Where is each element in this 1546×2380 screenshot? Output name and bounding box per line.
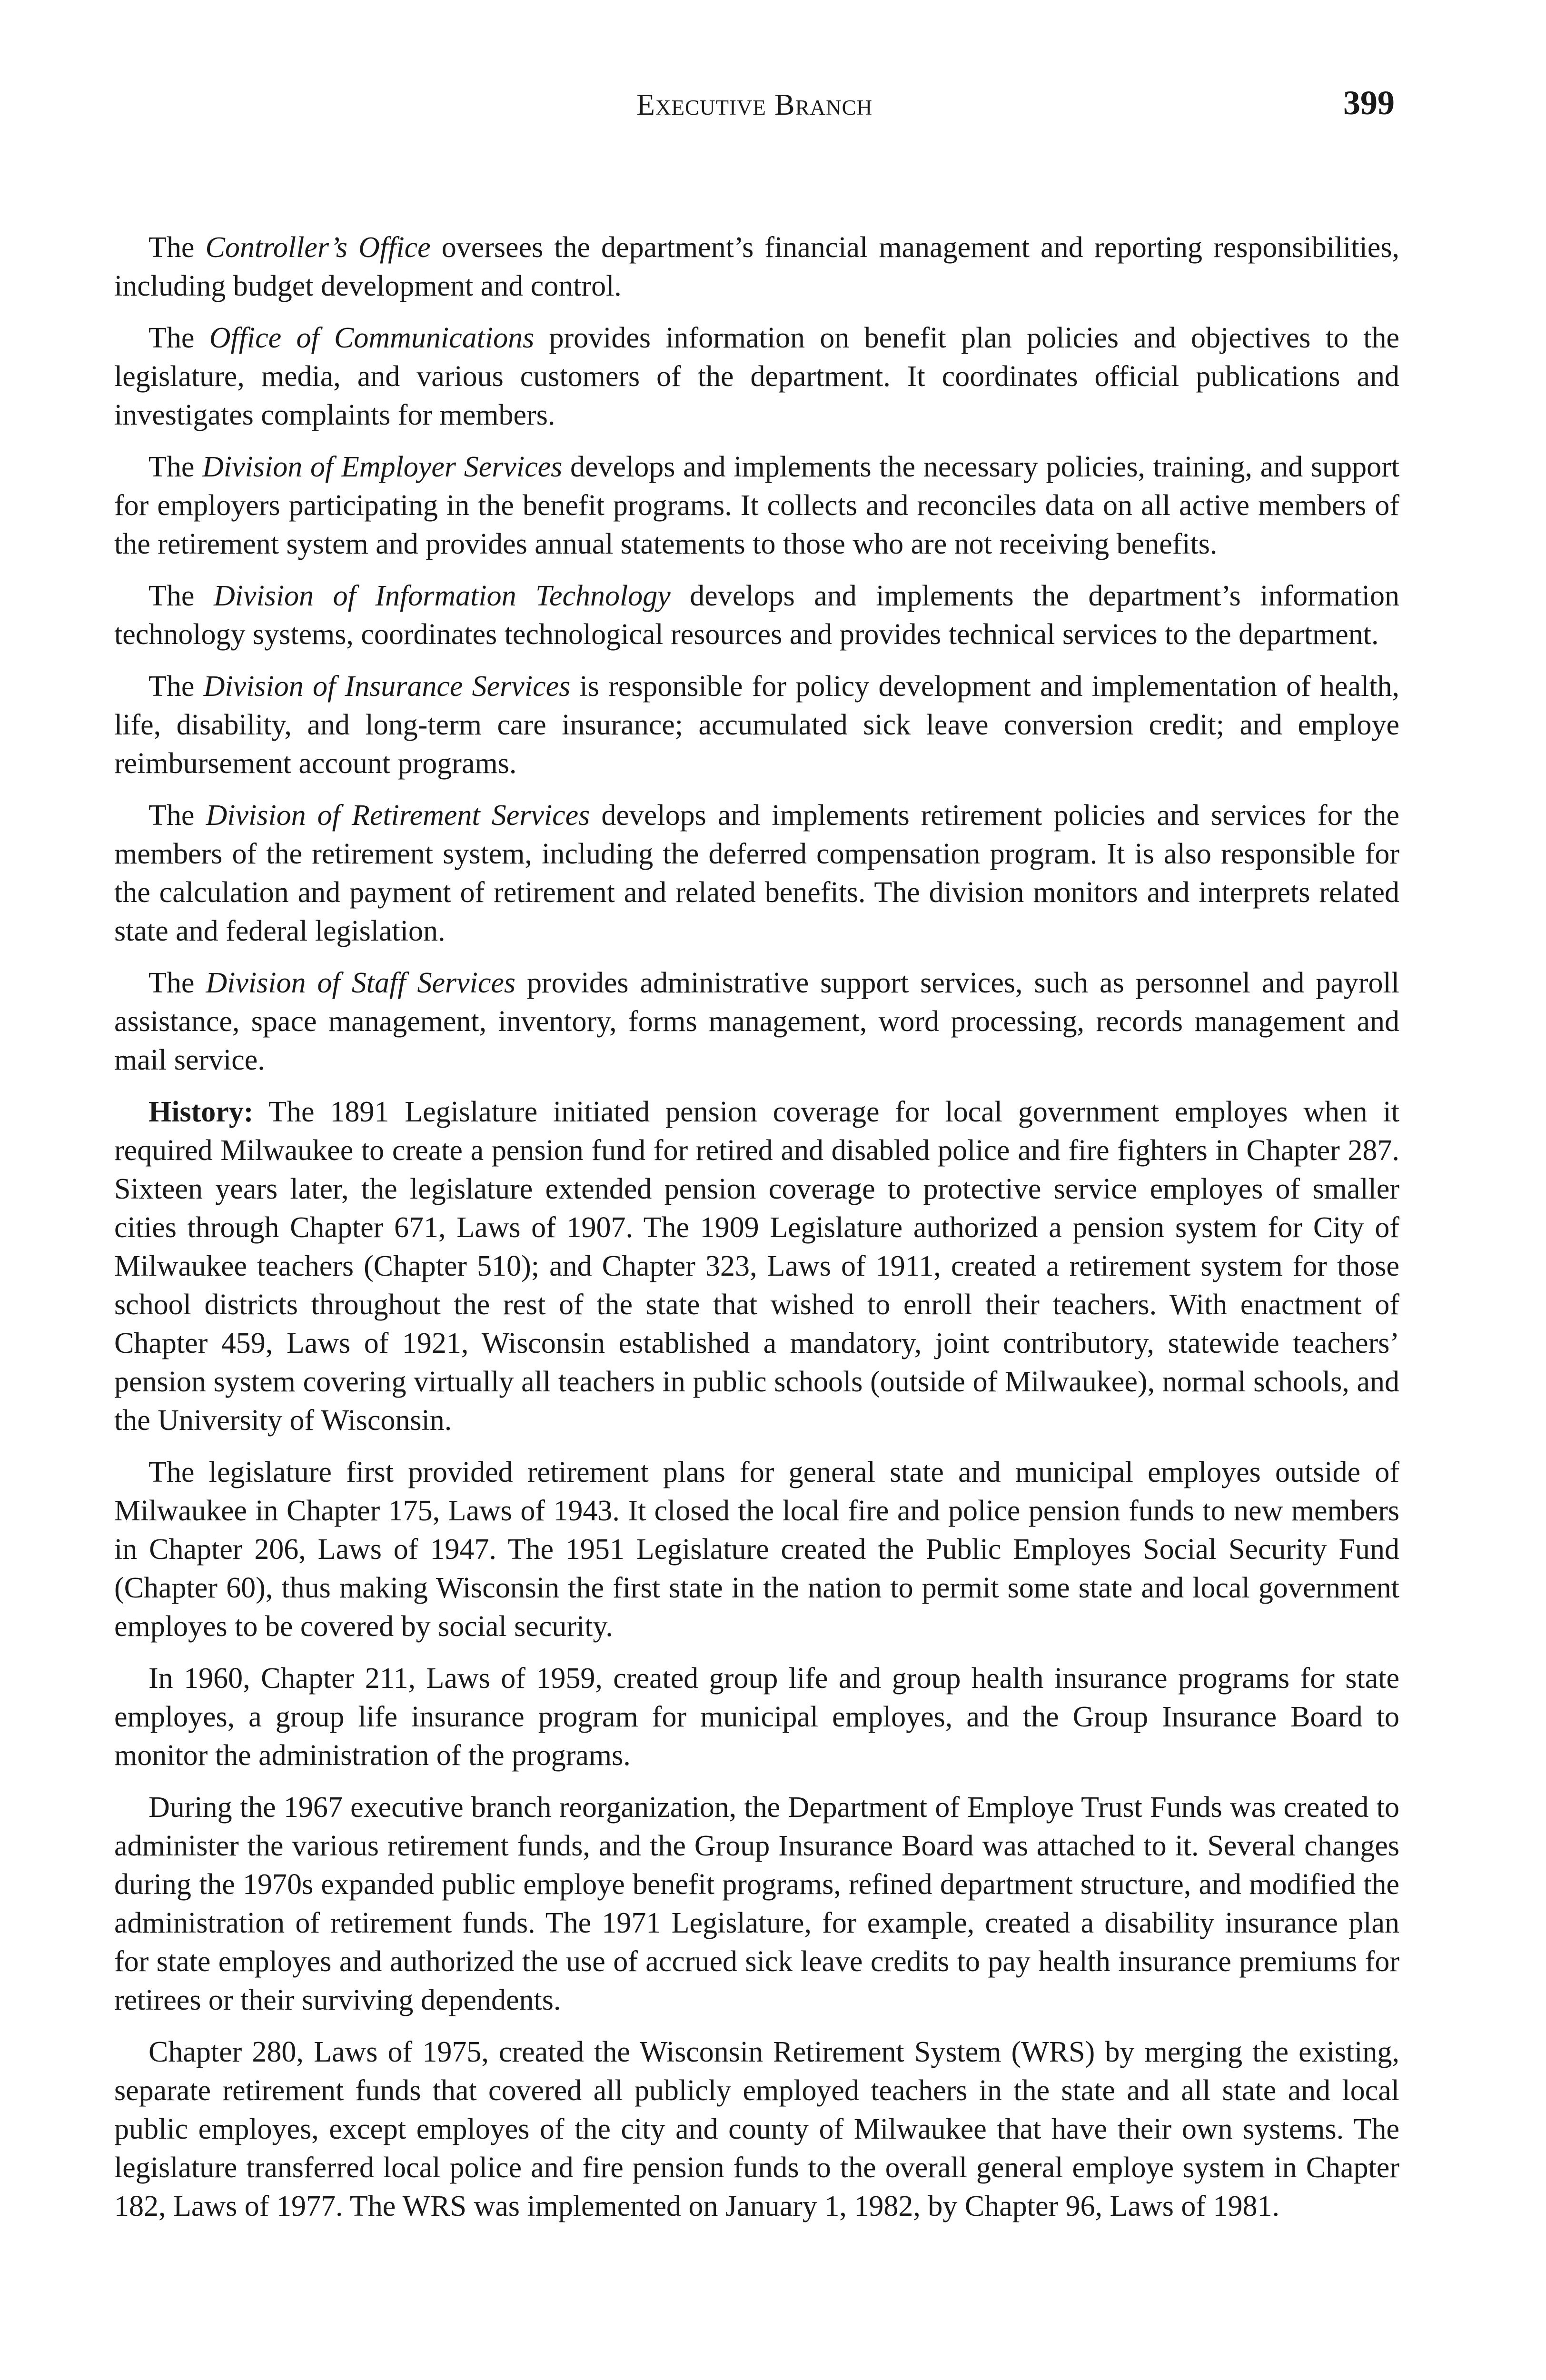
paragraph-body: develops and implements the department’s information technology systems, coordinates technological resources and provides technical services to the department.	[114, 580, 1399, 651]
running-header	[114, 83, 1395, 126]
paragraph-history-1960: In 1960, Chapter 211, Laws of 1959, created group life and group health insurance programs for state employes, a group life insurance program for municipal employes, and the Group Insurance Board to monitor the administration of the programs.	[114, 1662, 1399, 1772]
paragraph-body: provides information on benefit plan policies and objectives to the legislature, media, and various customers of the department. It coordinates official publications and investigates complaints for members.	[114, 322, 1399, 431]
history-label: History:	[149, 1096, 254, 1128]
paragraph-body: develops and implements the necessary policies, training, and support for employers participating in the benefit programs. It collects and reconciles data on all active members of the retirement system and provides annual statements to those who are not receiving benefits.	[114, 451, 1400, 560]
paragraph-staff-services	[114, 964, 1399, 1080]
paragraph-body: provides administrative support services, such as personnel and payroll assistance, space management, inventory, forms management, word processing, records management and mail service.	[114, 967, 1399, 1076]
page-number: 399	[1343, 84, 1395, 122]
paragraph-term: Division of Retirement Services	[206, 799, 590, 832]
paragraph-body: develops and implements retirement policies and services for the members of the retirement system, including the deferred compensation program. It is also responsible for the calculation and payment of retirement and related benefits. The division monitors and interprets related state and federal legislation.	[114, 799, 1399, 947]
paragraph-employer-services	[114, 448, 1399, 564]
paragraph-history	[114, 1093, 1399, 1440]
paragraph-lead: The	[149, 799, 206, 832]
paragraph-history-1943: The legislature first provided retirement plans for general state and municipal employes outside of Milwaukee in Chapter 175, Laws of 1943. It closed the local fire and police pension funds to new members in Chapter 206, Laws of 1947. The 1951 Legislature created the Public Employes Social Security Fund (Chapter 60), thus making Wisconsin the first state in the nation to permit some state and local government employes to be covered by social security.	[114, 1456, 1399, 1643]
paragraph-retirement-services	[114, 796, 1399, 951]
paragraph-insurance-services	[114, 667, 1399, 783]
paragraph-history-1975: Chapter 280, Laws of 1975, created the Wisconsin Retirement System (WRS) by merging the existing, separate retirement funds that covered all publicly employed teachers in the state and all state and local public employes, except employes of the city and county of Milwaukee that have their own systems. The legislature transferred local police and fire pension funds to the overall general employe system in Chapter 182, Laws of 1977. The WRS was implemented on January 1, 1982, by Chapter 96, Laws of 1981.	[114, 2036, 1399, 2222]
paragraph-term: Controller’s Office	[205, 231, 431, 264]
paragraph-lead: The	[149, 451, 203, 483]
paragraph-controllers-office	[114, 228, 1399, 306]
body-text	[114, 228, 1399, 2239]
paragraph-term: Division of Staff Services	[206, 967, 516, 999]
paragraph-office-of-communications	[114, 319, 1399, 435]
paragraph-lead: The	[149, 231, 206, 264]
paragraph-lead: The	[149, 967, 206, 999]
paragraph-term: Division of Information Technology	[213, 580, 671, 612]
paragraph-term: Division of Insurance Services	[203, 670, 571, 703]
paragraph-lead: The	[149, 322, 209, 354]
paragraph-term: Office of Communications	[209, 322, 535, 354]
paragraph-lead: The	[149, 580, 214, 612]
paragraph-information-technology	[114, 577, 1399, 654]
paragraph-lead: The	[149, 670, 204, 703]
paragraph-term: Division of Employer Services	[202, 451, 563, 483]
running-title: Executive Branch	[636, 88, 873, 121]
paragraph-body: is responsible for policy development and implementation of health, life, disability, and long-term care insurance; accumulated sick leave conversion credit; and employe reimbursement account programs.	[114, 670, 1399, 780]
paragraph-body: oversees the department’s financial management and reporting responsibilities, including budget development and control.	[114, 231, 1399, 302]
paragraph-history-1967: During the 1967 executive branch reorganization, the Department of Employe Trust Funds was created to administer the various retirement funds, and the Group Insurance Board was attached to it. Several changes during the 1970s expanded public employe benefit programs, refined department structure, and modified the administration of retirement funds. The 1971 Legislature, for example, created a disability insurance plan for state employes and authorized the use of accrued sick leave credits to pay health insurance premiums for retirees or their surviving dependents.	[114, 1791, 1399, 2016]
history-body: The 1891 Legislature initiated pension coverage for local government employes when it required Milwaukee to create a pension fund for retired and disabled police and fire fighters in Chapter 287. Sixteen years later, the legislature extended pension coverage to protective service employes of smaller cities through Chapter 671, Laws of 1907. The 1909 Legislature authorized a pension system for City of Milwaukee teachers (Chapter 510); and Chapter 323, Laws of 1911, created a retirement system for those school districts throughout the rest of the state that wished to enroll their teachers. With enactment of Chapter 459, Laws of 1921, Wisconsin established a mandatory, joint contributory, statewide teachers’ pension system covering virtually all teachers in public schools (outside of Milwaukee), normal schools, and the University of Wisconsin.	[114, 1096, 1399, 1437]
